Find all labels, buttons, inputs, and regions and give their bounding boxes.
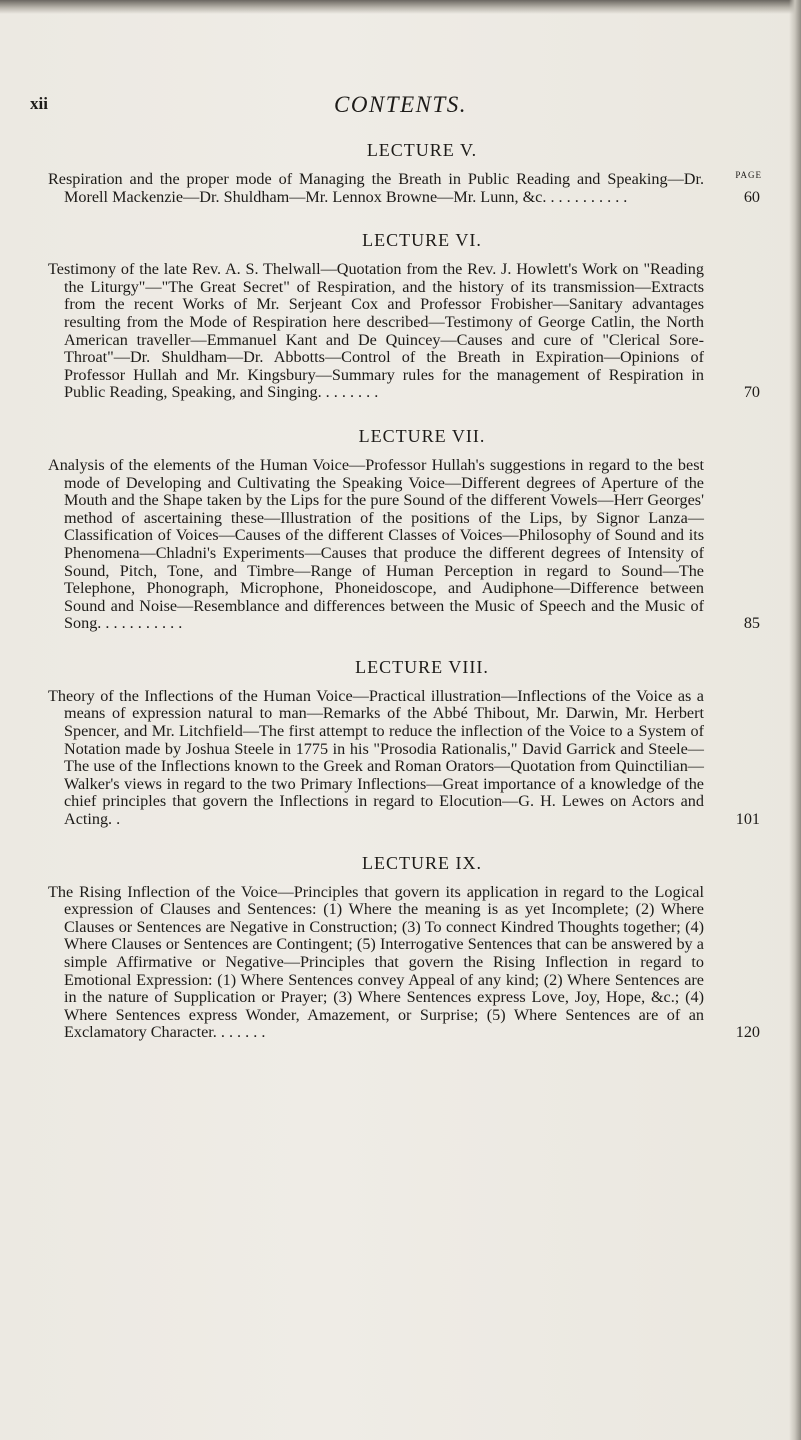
lecture-vii	[48, 426, 760, 633]
page-right-edge	[789, 0, 801, 1440]
lecture-heading: LECTURE VIII.	[355, 656, 489, 677]
lecture-summary	[48, 261, 760, 402]
lecture-summary-text: Respiration and the proper mode of Managing the Breath in Public Reading and Speaking—Dr. Morell Mackenzie—Dr. Shuldham—Mr. Lennox Browne—Mr. Lunn, &c. . . . . . . . . . .	[48, 170, 704, 206]
lecture-heading: LECTURE VII.	[358, 425, 486, 446]
lecture-heading: LECTURE V.	[366, 140, 478, 160]
page-reference: 101	[735, 810, 760, 829]
lecture-vi	[48, 230, 760, 402]
lecture-summary	[48, 457, 760, 633]
lecture-viii	[48, 657, 760, 829]
lecture-ix	[48, 853, 760, 1042]
page-column-label: PAGE	[735, 170, 762, 180]
lecture-summary	[48, 171, 760, 206]
page-top-edge	[0, 0, 801, 14]
lecture-summary	[48, 688, 760, 829]
page-reference: 85	[743, 614, 760, 633]
contents-list	[48, 140, 760, 1042]
lecture-v	[48, 140, 760, 206]
running-title: CONTENTS.	[333, 92, 467, 117]
page-number: xii	[30, 94, 48, 113]
page-reference: 60	[743, 187, 760, 206]
lecture-heading: LECTURE VI.	[362, 230, 482, 251]
lecture-summary-text: Testimony of the late Rev. A. S. Thelwall—Quotation from the Rev. J. Howlett's Work on "Reading the Liturgy"—"The Great Secret" of Respiration, and the history of its transmission—Extracts from the recent Works of Mr. Serjeant Cox and Professor Frobisher—Sanitary advantages resulting from the Mode of Respiration here described—Testimony of George Catlin, the North American traveller—Emmanuel Kant and De Quincey—Causes and cure of "Clerical Sore-Throat"—Dr. Shuldham—Dr. Abbotts—Control of the Breath in Expiration—Opinions of Professor Hullah and Mr. Kingsbury—Summary rules for the management of Respiration in Public Reading, Speaking, and Singing. . . . . . . .	[48, 260, 704, 402]
lecture-summary-text: The Rising Inflection of the Voice—Principles that govern its application in regard to the Logical expression of Clauses and Sentences: (1) Where the meaning is as yet Incomplete; (2) Where Clauses or Sentences are Negative in Construction; (3) To connect Kindred Thoughts together; (4) Where Clauses or Sentences are Contingent; (5) Interrogative Sentences that can be answered by a simple Affirmative or Negative—Principles that govern the Rising Inflection in regard to Emotional Expression: (1) Where Sentences convey Appeal of any kind; (2) Where Sentences are in the nature of Supplication or Prayer; (3) Where Sentences express Love, Joy, Hope, &c.; (4) Where Sentences express Wonder, Amazement, or Surprise; (5) Where Sentences are of an Exclamatory Character. . . . . . .	[48, 882, 704, 1042]
page-reference: 70	[743, 383, 760, 402]
lecture-heading: LECTURE IX.	[362, 852, 482, 873]
lecture-summary-text: Theory of the Inflections of the Human Voice—Practical illustration—Inflections of the Voice as a means of expression natural to man—Remarks of the Abbé Thibout, Mr. Darwin, Mr. Herbert Spencer, and Mr. Litchfield—The first attempt to reduce the inflection of the Voice to a System of Notation made by Joshua Steele in 1775 in his "Prosodia Rationalis," David Garrick and Steele—The use of the Inflections known to the Greek and Roman Orators—Quotation from Quinctilian—Walker's views in regard to the two Primary Inflections—Great importance of a knowledge of the chief principles that govern the Inflections in regard to Elocution—G. H. Lewes on Actors and Acting. .	[48, 686, 704, 829]
lecture-summary-text: Analysis of the elements of the Human Voice—Professor Hullah's suggestions in regard to the best mode of Developing and Cultivating the Speaking Voice—Different degrees of Aperture of the Mouth and the Shape taken by the Lips for the pure Sound of the different Vowels—Herr Georges' method of ascertaining these—Illustration of the positions of the Lips, by Signor Lanza—Classification of Voices—Causes of the different Classes of Voices—Philosophy of Sound and its Phenomena—Chladni's Experiments—Causes that produce the different degrees of Intensity of Sound, Pitch, Tone, and Timbre—Range of Human Perception in regard to Sound—The Telephone, Phonograph, Microphone, Phoneidoscope, and Audiphone—Difference between Sound and Noise—Resemblance and differences between the Music of Speech and the Music of Song. . . . . . . . . . .	[48, 455, 704, 633]
lecture-summary	[48, 884, 760, 1042]
running-head	[0, 92, 801, 122]
page-reference: 120	[735, 1023, 760, 1042]
